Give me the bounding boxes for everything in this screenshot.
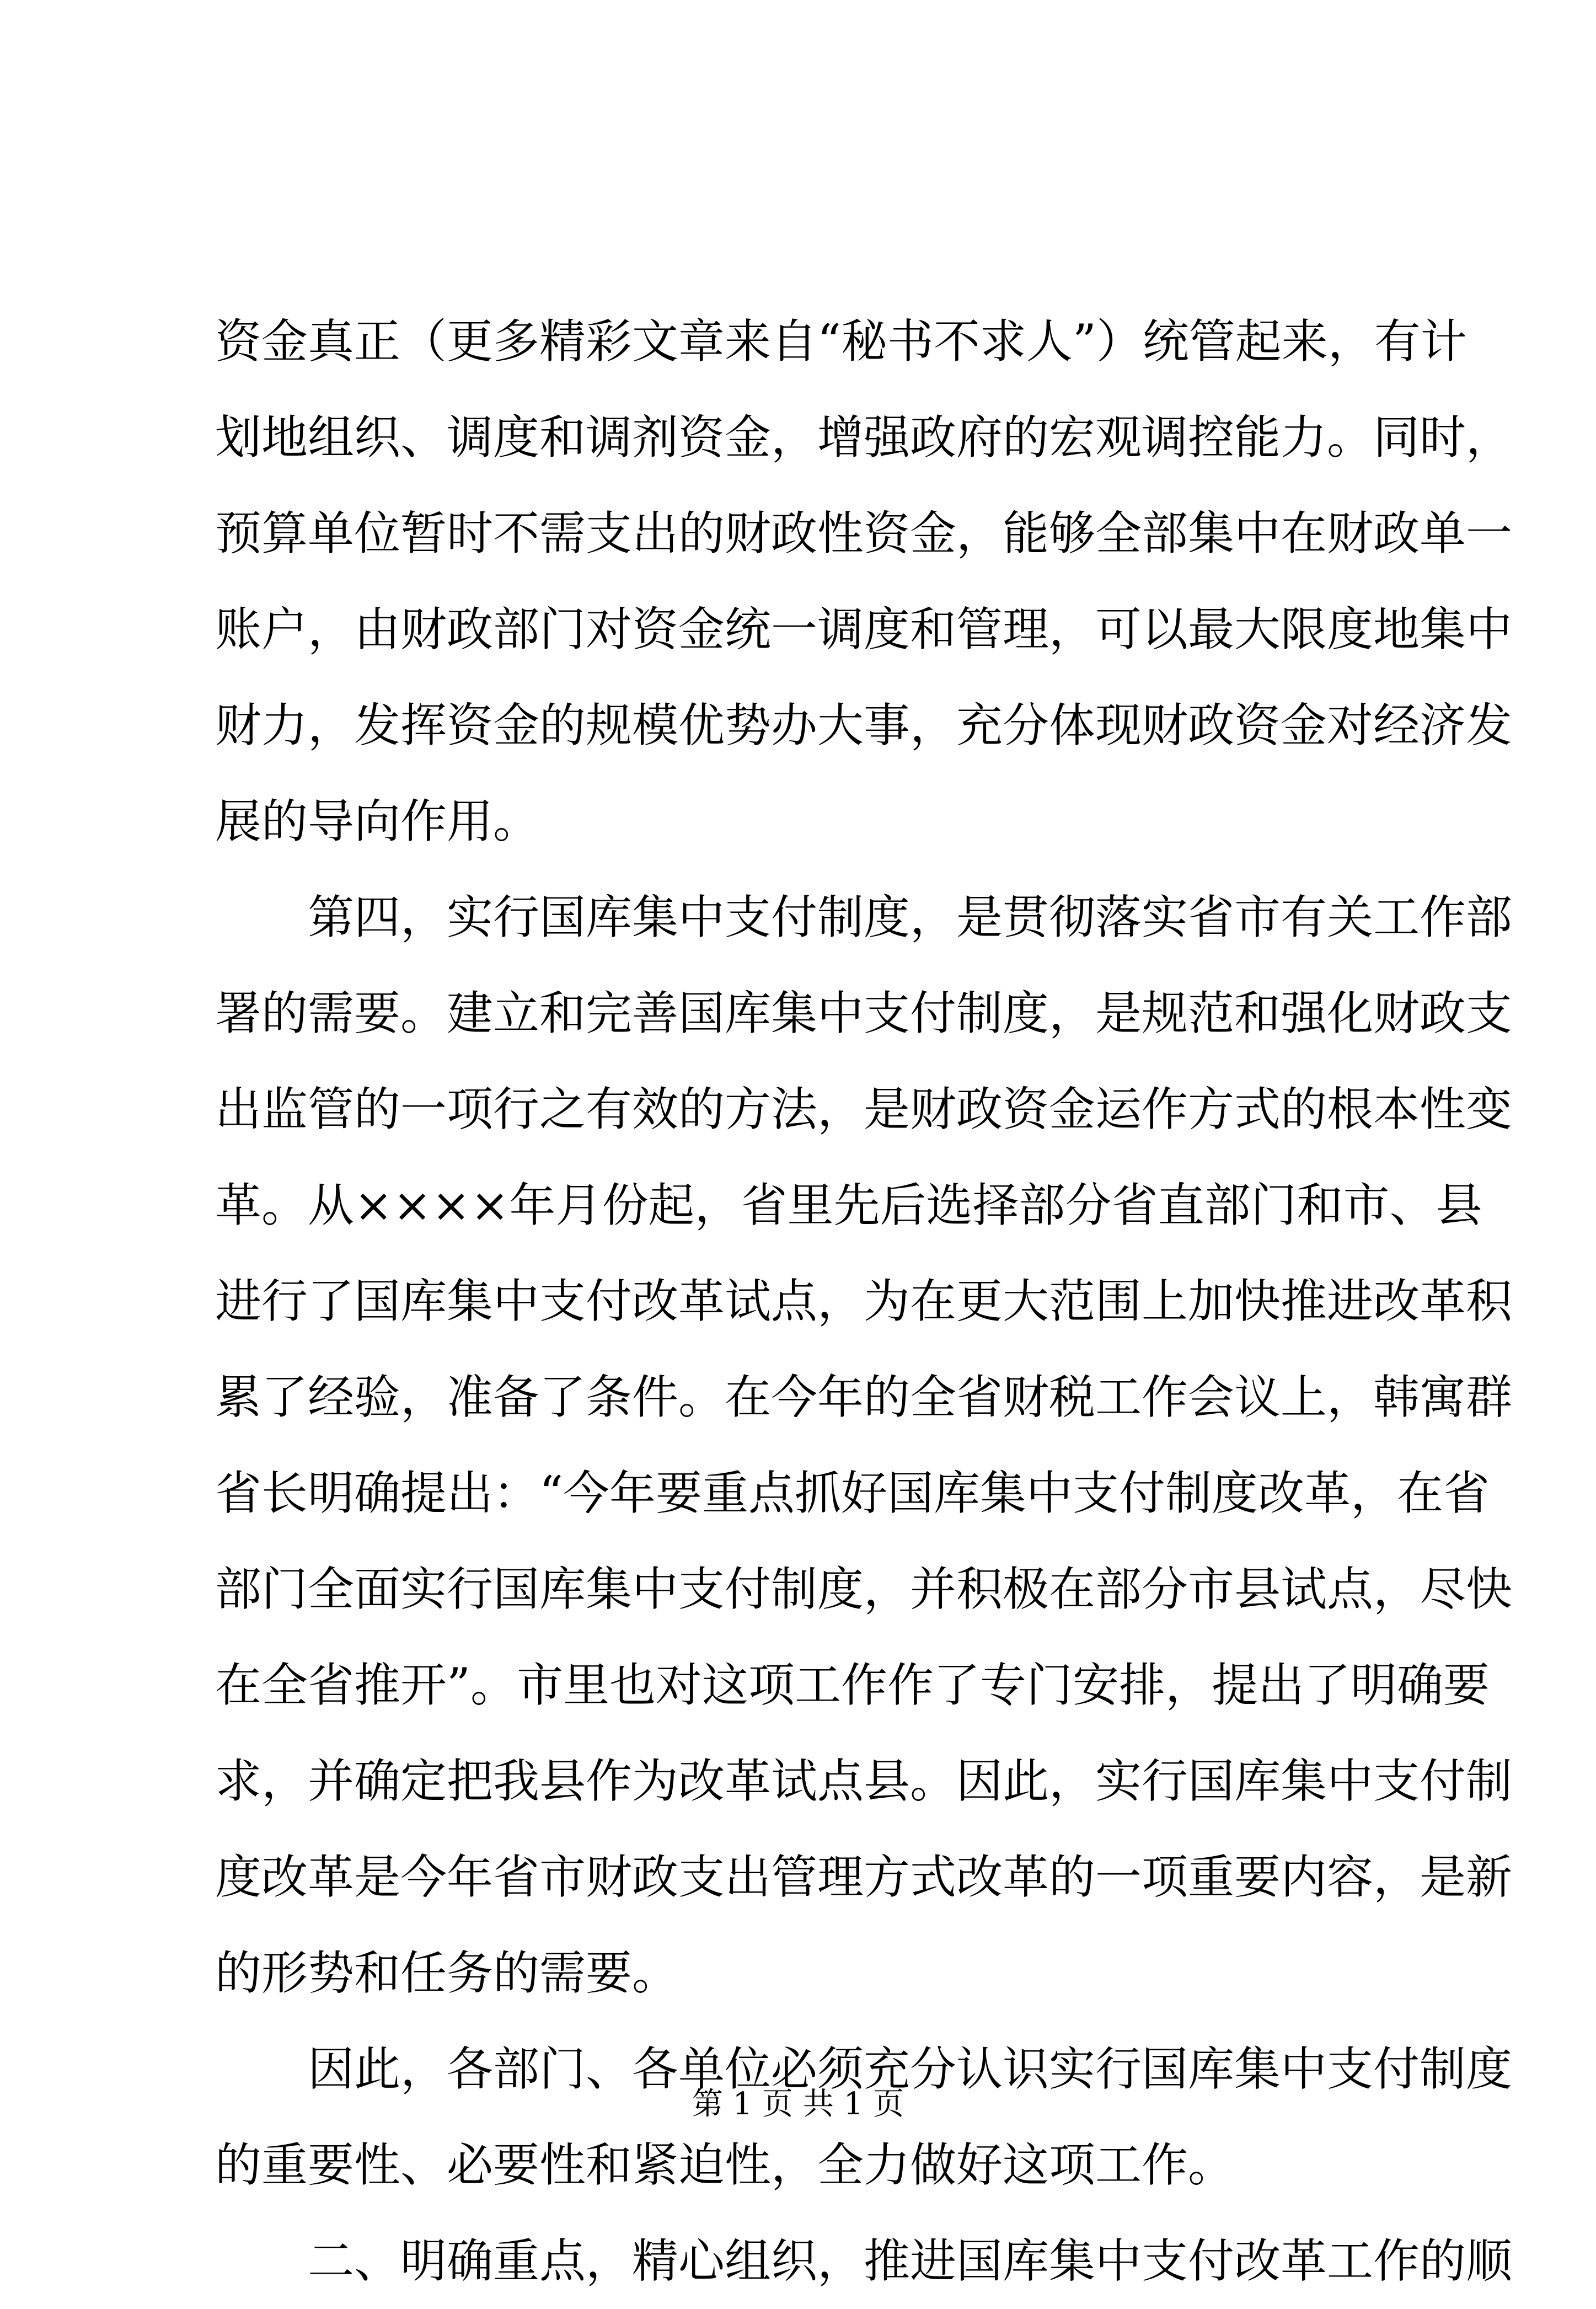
text-line: 第四，实行国库集中支付制度，是贯彻落实省市有关工作部 [308, 890, 1513, 944]
text-line: 因此，各部门、各单位必须充分认识实行国库集中支付制度 [308, 2042, 1513, 2096]
text-line: 二、明确重点，精心组织，推进国库集中支付改革工作的顺 [308, 2234, 1513, 2288]
text-line: 度改革是今年省市财政支出管理方式改革的一项重要内容，是新 [215, 1850, 1513, 1904]
text-line: 资金真正（更多精彩文章来自“秘书不求人”）统管起来，有计 [215, 314, 1467, 368]
text-line: 财力，发挥资金的规模优势办大事，充分体现财政资金对经济发 [215, 698, 1513, 752]
text-line: 的形势和任务的需要。 [215, 1946, 679, 2000]
text-line: 进行了国库集中支付改革试点，为在更大范围上加快推进改革积 [215, 1274, 1513, 1328]
text-line: 划地组织、调度和调剂资金，增强政府的宏观调控能力。同时， [215, 410, 1513, 464]
page-footer: 第 1 页 共 1 页 [692, 2086, 904, 2122]
text-line: 累了经验，准备了条件。在今年的全省财税工作会议上，韩寓群 [215, 1370, 1513, 1424]
text-line: 省长明确提出：“今年要重点抓好国库集中支付制度改革，在省 [215, 1466, 1490, 1520]
text-line: 出监管的一项行之有效的方法，是财政资金运作方式的根本性变 [215, 1082, 1513, 1136]
document-body [215, 293, 1513, 2309]
text-line: 展的导向作用。 [215, 794, 540, 848]
text-line: 账户，由财政部门对资金统一调度和管理，可以最大限度地集中 [215, 602, 1513, 656]
text-line: 在全省推开”。市里也对这项工作作了专门安排，提出了明确要 [215, 1658, 1490, 1712]
text-line: 的重要性、必要性和紧迫性，全力做好这项工作。 [215, 2138, 1235, 2192]
text-line: 求，并确定把我县作为改革试点县。因此，实行国库集中支付制 [215, 1754, 1513, 1808]
text-line: 署的需要。建立和完善国库集中支付制度，是规范和强化财政支 [215, 986, 1513, 1040]
text-line: 部门全面实行国库集中支付制度，并积极在部分市县试点，尽快 [215, 1562, 1513, 1616]
text-line: 预算单位暂时不需支出的财政性资金，能够全部集中在财政单一 [215, 506, 1513, 560]
text-line: 革。从××××年月份起，省里先后选择部分省直部门和市、县 [215, 1178, 1482, 1232]
